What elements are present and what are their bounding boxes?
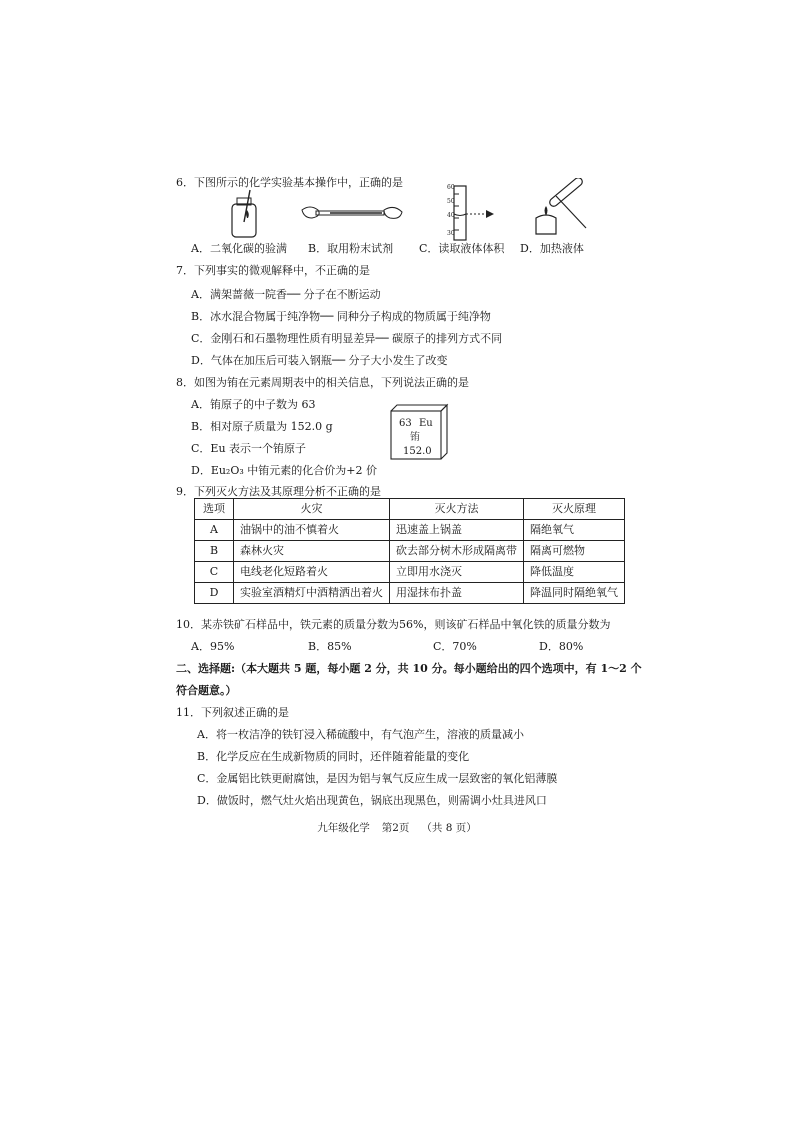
footer-subject: 九年级化学: [317, 822, 370, 834]
table-cell: C: [195, 562, 234, 583]
table-header-row: [195, 499, 625, 520]
table-header: 灭火方法: [390, 499, 524, 520]
table-cell: 森林火灾: [234, 541, 390, 562]
q10-option-a: A．95%: [191, 640, 235, 653]
element-symbol: Eu: [419, 418, 433, 429]
table-cell: 降温同时隔绝氧气: [524, 583, 625, 604]
element-name: 铕: [410, 432, 420, 443]
page-footer: [0, 820, 794, 835]
q11-option-d: D．做饭时，燃气灶火焰出现黄色，锅底出现黑色，则需调小灶具进风口: [197, 794, 547, 807]
table-row: [195, 541, 625, 562]
q6-stem: 6．下图所示的化学实验基本操作中，正确的是: [176, 176, 403, 189]
table-cell: 隔绝氧气: [524, 520, 625, 541]
fire-table: [194, 498, 625, 604]
table-cell: 电线老化短路着火: [234, 562, 390, 583]
element-mass: 152.0: [403, 446, 432, 457]
table-cell: 迅速盖上锅盖: [390, 520, 524, 541]
element-card: [391, 407, 449, 461]
table-cell: 实验室酒精灯中酒精洒出着火: [234, 583, 390, 604]
q10-option-c: C．70%: [433, 640, 477, 653]
table-cell: B: [195, 541, 234, 562]
table-header: 灭火原理: [524, 499, 625, 520]
q10-stem: 10．某赤铁矿石样品中，铁元素的质量分数为56%，则该矿石样品中氧化铁的质量分数为: [176, 618, 611, 631]
table-row: [195, 583, 625, 604]
table-header: 选项: [195, 499, 234, 520]
table-cell: A: [195, 520, 234, 541]
footer-page: 第2页: [381, 822, 410, 834]
table-row: [195, 520, 625, 541]
table-cell: 降低温度: [524, 562, 625, 583]
q6-option-a: A．二氧化碳的验满: [191, 242, 287, 255]
q8-stem: 8．如图为铕在元素周期表中的相关信息，下列说法正确的是: [176, 376, 469, 389]
co2-test-figure: [228, 188, 262, 240]
q8-option-d: D．Eu₂O₃ 中铕元素的化合价为+2 价: [191, 464, 377, 477]
element-number: 63: [399, 418, 412, 429]
table-cell: 油锅中的油不慎着火: [234, 520, 390, 541]
table-cell: 立即用水浇灭: [390, 562, 524, 583]
q6-option-b: B．取用粉末试剂: [308, 242, 394, 255]
cylinder-tick-30: 30: [447, 230, 455, 237]
q7-option-a: A．满架蔷薇一院香── 分子在不断运动: [191, 288, 381, 301]
q9-stem: 9．下列灭火方法及其原理分析不正确的是: [176, 485, 381, 498]
q7-option-c: C．金刚石和石墨物理性质有明显差异── 碳原子的排列方式不同: [191, 332, 503, 345]
q8-option-a: A．铕原子的中子数为 63: [191, 398, 316, 411]
q6-option-c: C．读取液体体积: [419, 242, 505, 255]
footer-total: （共 8 页）: [421, 822, 477, 834]
q7-stem: 7．下列事实的微观解释中，不正确的是: [176, 264, 370, 277]
q11-stem: 11．下列叙述正确的是: [176, 706, 289, 719]
section-two-heading: 二、选择题:（本大题共 5 题，每小题 2 分，共 10 分。每小题给出的四个选项中，有 1～2 个: [176, 662, 642, 675]
table-cell: 砍去部分树木形成隔离带: [390, 541, 524, 562]
q10-option-d: D．80%: [539, 640, 584, 653]
q7-option-d: D．气体在加压后可装入钢瓶── 分子大小发生了改变: [191, 354, 448, 367]
cylinder-tick-60: 60: [447, 184, 455, 191]
q11-option-b: B．化学反应在生成新物质的同时，还伴随着能量的变化: [197, 750, 470, 763]
q10-option-b: B．85%: [308, 640, 352, 653]
table-cell: D: [195, 583, 234, 604]
cylinder-tick-50: 50: [447, 198, 455, 205]
q11-option-c: C．金属铝比铁更耐腐蚀，是因为铝与氧气反应生成一层致密的氧化铝薄膜: [197, 772, 558, 785]
table-cell: 隔离可燃物: [524, 541, 625, 562]
q6-option-d: D．加热液体: [520, 242, 584, 255]
cylinder-tick-40: 40: [447, 212, 455, 219]
section-two-heading-cont: 符合题意。）: [176, 684, 237, 697]
q8-option-c: C．Eu 表示一个铕原子: [191, 442, 307, 455]
heating-liquid-figure: [526, 178, 592, 242]
powder-spatula-figure: [300, 200, 404, 226]
table-header: 火灾: [234, 499, 390, 520]
q7-option-b: B．冰水混合物属于纯净物── 同种分子构成的物质属于纯净物: [191, 310, 491, 323]
q11-option-a: A．将一枚洁净的铁钉浸入稀硫酸中，有气泡产生，溶液的质量减小: [197, 728, 524, 741]
table-row: [195, 562, 625, 583]
table-cell: 用湿抹布扑盖: [390, 583, 524, 604]
q8-option-b: B．相对原子质量为 152.0 g: [191, 420, 333, 433]
